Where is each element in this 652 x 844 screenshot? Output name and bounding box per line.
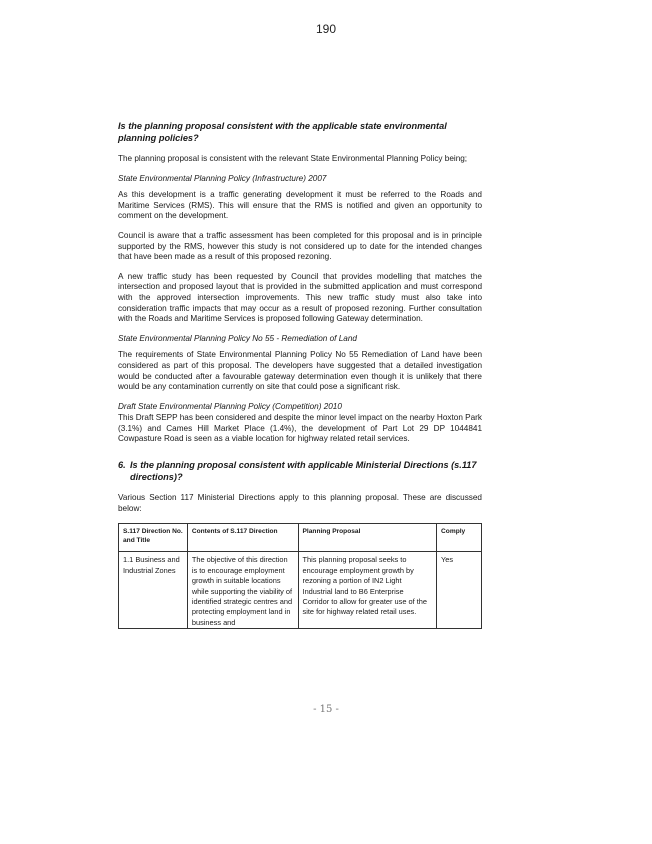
page-footer-number: - 15 - (313, 704, 339, 715)
paragraph-various-directions: Various Section 117 Ministerial Directions apply to this planning proposal. These are discussed below: (118, 493, 482, 513)
cell-direction: 1.1 Business and Industrial Zones (119, 552, 188, 629)
page-number-top: 190 (315, 22, 337, 36)
question-number: 6. (118, 460, 126, 471)
question-ministerial-directions (118, 459, 482, 483)
cell-comply: Yes (437, 552, 482, 629)
table-header-row (119, 524, 482, 552)
header-contents: Contents of S.117 Direction (187, 524, 298, 552)
paragraph-consistent: The planning proposal is consistent with the relevant State Environmental Planning Policy being; (118, 154, 468, 163)
cell-contents: The objective of this direction is to encourage employment growth in suitable locations while supporting the viability of identified strategic centres and protecting employment land in business and (187, 552, 298, 629)
header-comply: Comply (437, 524, 482, 552)
subheading-sepp55: State Environmental Planning Policy No 55 - Remediation of Land (118, 333, 357, 343)
paragraph-infrastructure-1: As this development is a traffic generating development it must be referred to the Roads and Maritime Services (RMS). This will ensure that the RMS is notified and given an opportunity to comment on the development. (118, 190, 482, 221)
question-text: Is the planning proposal consistent with applicable Ministerial Directions (s.117 directions)? (130, 460, 477, 483)
question-state-policies: Is the planning proposal consistent with the applicable state environmental planning policies? (118, 121, 447, 143)
subheading-infrastructure: State Environmental Planning Policy (Infrastructure) 2007 (118, 173, 327, 183)
header-proposal: Planning Proposal (298, 524, 437, 552)
directions-table (118, 523, 482, 629)
header-direction: S.117 Direction No. and Title (119, 524, 188, 552)
paragraph-infrastructure-3: A new traffic study has been requested by Council that provides modelling that matches the intersection and proposed layout that is provided in the submitted application and must correspond with the approved intersection improvements. This new traffic study must also take into consideration traffic impacts that may occur as a result of proposed rezoning. Further consultation with the Roads and Maritime Services is proposed following Gateway determination. (118, 271, 482, 324)
subheading-competition: Draft State Environmental Planning Policy (Competition) 2010 (118, 401, 342, 411)
paragraph-competition: This Draft SEPP has been considered and despite the minor level impact on the nearby Hoxton Park (3.1%) and Cames Hill Market Place (1.4%), the development of Part Lot 29 DP 1044841 Cowpasture Road is seen as a viable location for highway related retail services. (118, 413, 482, 444)
table-row (119, 552, 482, 629)
paragraph-sepp55: The requirements of State Environmental Planning Policy No 55 Remediation of Land have been considered as part of this proposal. The developers have suggested that a detailed investigation would be conducted after a favourable gateway determination even though it is unlikely that there would be any contamination currently on site that could pose a significant risk. (118, 350, 482, 392)
paragraph-infrastructure-2: Council is aware that a traffic assessment has been completed for this proposal and is in principle supported by the RMS, however this study is not considered up to date for the intended changes that have been made as a result of this proposed rezoning. (118, 230, 482, 262)
document-body (118, 120, 482, 629)
cell-proposal: This planning proposal seeks to encourage employment growth by rezoning a portion of IN2 Light Industrial land to B6 Enterprise Corridor to allow for greater use of the site for highway related retail uses. (298, 552, 437, 629)
